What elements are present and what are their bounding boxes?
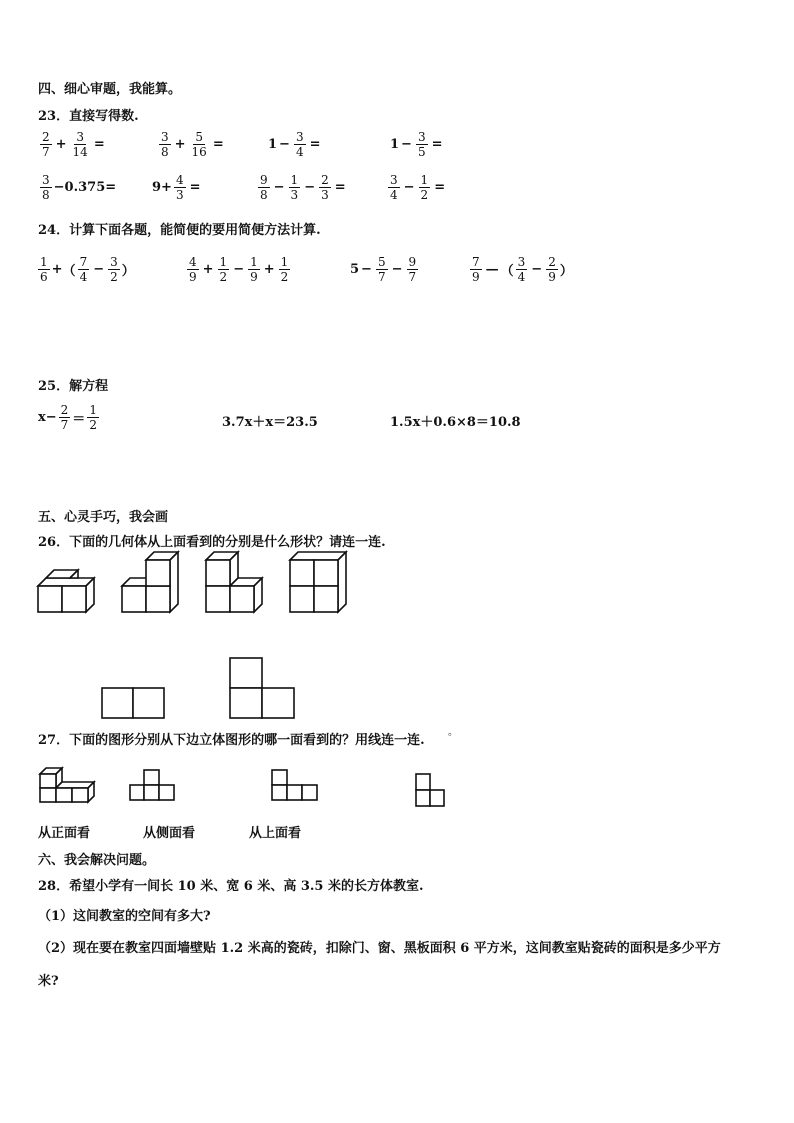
q23-item-3: 1 − $\frac{3}{4}$ = — [268, 130, 321, 159]
q26-view-a — [100, 686, 166, 720]
section-4-title: 四、细心审题，我能算。 — [38, 82, 182, 97]
q28-part-2: （2）现在要在教室四面墙壁贴 1.2 米高的瓷砖，扣除门、窗、黑板面积 6 平方米，这间教室贴瓷砖的面积是多少平方 — [38, 941, 721, 956]
q25-equation-3: 1.5x＋0.6×8＝10.8 — [390, 415, 521, 430]
q24-title: 24．计算下面各题，能简便的要用简便方法计算. — [38, 223, 321, 238]
q23-item-6: 9+ $\frac{4}{3}$ = — [152, 173, 201, 202]
q24-expr-4: $\frac{7}{9}$ — （ $\frac{3}{4}$ − $\frac{2}{9}$ ） — [472, 255, 573, 284]
q27-label-side: 从侧面看 — [143, 826, 196, 841]
q27-label-top: 从上面看 — [249, 826, 302, 841]
q23-item-4: 1 − $\frac{3}{5}$ = — [390, 130, 443, 159]
q28-part-1: （1）这间教室的空间有多大? — [38, 909, 211, 924]
q25-equation-1: x− $\frac{2}{7}$ ＝ $\frac{1}{2}$ — [38, 403, 97, 432]
q27-stray-mark: 。 — [448, 727, 458, 738]
q26-title: 26．下面的几何体从上面看到的分别是什么形状？请连一连. — [38, 535, 386, 550]
q26-view-b — [228, 656, 296, 720]
q23-title: 23．直接写得数. — [38, 109, 139, 124]
q23-item-1: $\frac{2}{7}$ + $\frac{3}{14}$ = — [42, 130, 105, 159]
q23-item-5: $\frac{3}{8}$ −0.375= — [42, 173, 117, 202]
q26-solid-1 — [36, 568, 102, 616]
q28-title: 28．希望小学有一间长 10 米、宽 6 米、高 3.5 米的长方体教室. — [38, 879, 424, 894]
q27-title: 27．下面的图形分别从下边立体图形的哪一面看到的？用线连一连. — [38, 733, 425, 748]
q26-solid-3 — [204, 552, 270, 616]
q23-item-7: $\frac{9}{8}$ − $\frac{1}{3}$ − $\frac{2}{3}$ = — [260, 173, 346, 202]
q27-view-1 — [128, 768, 178, 804]
q25-equation-2: 3.7x＋x＝23.5 — [222, 415, 318, 430]
q27-label-front: 从正面看 — [38, 826, 91, 841]
section-5-title: 五、心灵手巧，我会画 — [38, 510, 169, 525]
q24-expr-2: $\frac{4}{9}$ + $\frac{1}{2}$ − $\frac{1}{9}$ + $\frac{1}{2}$ — [189, 255, 289, 284]
q27-view-3 — [414, 772, 448, 808]
q24-expr-1: $\frac{1}{6}$ + （ $\frac{7}{4}$ − $\frac{3}{2}$ ） — [40, 255, 135, 284]
q28-part-2-continued: 米? — [38, 974, 59, 989]
q27-view-2 — [270, 768, 320, 804]
q24-expr-3: 5 − $\frac{5}{7}$ − $\frac{9}{7}$ — [350, 255, 417, 284]
section-6-title: 六、我会解决问题。 — [38, 853, 156, 868]
q26-solid-2 — [120, 552, 186, 616]
q27-solid — [38, 762, 100, 804]
q25-title: 25．解方程 — [38, 379, 109, 394]
q23-item-8: $\frac{3}{4}$ − $\frac{1}{2}$ = — [390, 173, 446, 202]
q23-item-2: $\frac{3}{8}$ + $\frac{5}{16}$ = — [161, 130, 224, 159]
q26-solid-4 — [288, 552, 354, 616]
